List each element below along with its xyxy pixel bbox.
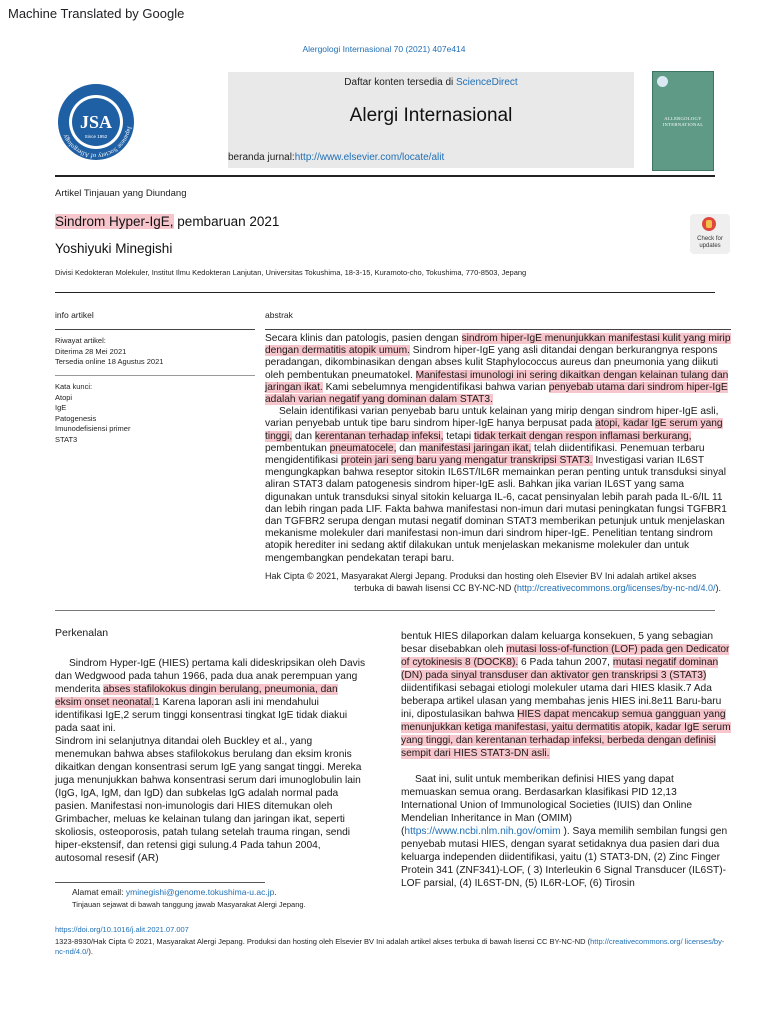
author-affiliation: Divisi Kedokteran Molekuler, Institut Ilmu Kedokteran Lanjutan, Universitas Tokushima, 18-3-15, Kuramoto-cho, Tokushima, 770-8503, Jepang — [55, 268, 527, 277]
highlighted-text: atopi, kadar IgE serum yang tinggi, — [265, 418, 723, 442]
abstract-divider — [265, 329, 731, 330]
highlighted-text: HIES dapat mencakup semua gangguan yang menunjukkan ketiga manifestasi, yaitu dermatitis atopik, kadar IgE serum yang tinggi, dan kerentanan terhadap infeksi, berbeda dengan definisi sempit dari HIES STAT3-DN asli. — [401, 709, 731, 759]
jsa-logo — [56, 82, 136, 162]
article-info-heading: info artikel — [55, 310, 94, 320]
article-title: Sindrom Hyper-IgE, pembaruan 2021 — [55, 214, 280, 229]
journal-citation[interactable]: Alergologi Internasional 70 (2021) 407e414 — [302, 44, 466, 54]
intro-left-column — [55, 657, 367, 865]
intro-paragraph-1 — [55, 657, 367, 735]
text-segment: bentuk HIES dilaporkan dalam keluarga konsekuen, 5 yang sebagian besar disebabkan oleh — [401, 631, 714, 655]
journal-header — [228, 72, 634, 168]
logo-ring-text: Japanese Society of Allergology — [61, 125, 133, 160]
highlighted-text: manifestasi jaringan ikat, — [419, 442, 532, 454]
bottom-license-link[interactable]: http://creativecommons.org/ licenses/by-nc-nd/4.0/ — [55, 937, 725, 956]
sciencedirect-link[interactable]: ScienceDirect — [456, 77, 518, 88]
peer-review-note: Tinjauan sejawat di bawah tanggung jawab Masyarakat Alergi Jepang. — [72, 900, 306, 909]
author-name: Yoshiyuki Minegishi — [55, 241, 173, 256]
cover-logo — [657, 76, 668, 87]
doi-link[interactable]: https://doi.org/10.1016/j.alit.2021.07.007 — [55, 925, 189, 934]
highlighted-text: pneumatocele, — [329, 442, 397, 454]
text-segment: 6 Pada tahun 2007, — [518, 657, 613, 668]
text-segment: Selain identifikasi varian penyebab baru untuk kelainan yang mirip dengan sindrom hiper-IgE asli, varian penyebab untuk tipe baru sindrom hiper-IgE hanya berpusat pada — [265, 406, 719, 430]
text-segment: Kami sebelumnya mengidentifikasi bahwa varian — [322, 381, 549, 393]
highlighted-text: protein jari seng baru yang mengatur transkripsi STAT3. — [340, 455, 593, 467]
license-link[interactable]: http://creativecommons.org/licenses/by-nc-nd/4.0/ — [516, 582, 716, 593]
logo-text: JSA — [79, 112, 113, 132]
keyword: IgE — [55, 403, 67, 412]
intro-paragraph-4: Saat ini, sulit untuk memberikan definisi HIES yang dapat memuaskan semua orang. Berdasarkan klasifikasi PID 12,13 International Union of Immunological Societies (IUIS) dan Online Mendelian Inheritance in Man (OMIM) (https://www.ncbi.nlm.nih.gov/omim ). Saya memilih sembilan fungsi gen penyebab mutasi HIES, dengan syarat setidaknya dua pasien dari dua keluarga independen diidentifikasi, yaitu (1) STAT3-DN, (2) Zinc Finger Protein 341 (ZNF341)-LOF, ( 3) Interleukin 6 Signal Transducer (IL6ST)-LOF parsial, (4) IL6ST-DN, (5) IL6R-LOF, (6) Tirosin — [401, 774, 728, 889]
highlighted-text: tidak terkait dengan respon inflamasi berkurang, — [474, 430, 692, 442]
email-footnote: Alamat email: yminegishi@genome.tokushima-u.ac.jp. — [72, 887, 277, 897]
text-segment: 1 Karena laporan asli ini mendahului identifikasi IgE,2 serum tinggi konsentrasi tingkat IgE tidak diakui pada saat ini. — [55, 697, 348, 734]
info-divider — [55, 329, 255, 330]
check-for-updates-button[interactable]: Check for updates — [690, 214, 730, 254]
homepage-link[interactable]: http://www.elsevier.com/locate/alit — [294, 152, 445, 163]
abstract-copyright: Hak Cipta © 2021, Masyarakat Alergi Jepang. Produksi dan hosting oleh Elsevier BV Ini adalah artikel akses terbuka di bawah lisensi CC BY-NC-ND (http://creativecommons.org/licenses/by-nc-nd/4.0/). — [265, 571, 721, 593]
text-segment: tetapi — [443, 430, 475, 442]
keyword: Atopi — [55, 392, 73, 402]
highlighted-text: kerentanan terhadap infeksi, — [314, 430, 444, 442]
article-history: Riwayat artikel: Diterima 28 Mei 2021 Tersedia online 18 Agustus 2021 — [55, 336, 164, 366]
text-segment: dan — [292, 430, 315, 442]
keyword: Patogenesis — [55, 413, 97, 423]
journal-title: Alergi Internasional — [349, 105, 513, 126]
highlighted-text: penyebab utama dari sindrom hiper-IgE adalah varian negatif yang dominan dalam STAT3. — [265, 381, 728, 406]
header-divider — [55, 175, 715, 177]
highlighted-text: sindrom hiper-IgE menunjukkan manifestasi kulit yang mirip dengan dermatitis atopik umum. — [265, 333, 731, 357]
article-type: Artikel Tinjauan yang Diundang — [55, 188, 187, 199]
logo-since: Since 1952 — [84, 134, 108, 139]
highlighted-text: abses stafilokokus dingin berulang, pneumonia, dan eksim onset neonatal. — [55, 684, 338, 708]
intro-right-column — [401, 630, 731, 890]
text-segment: Sindrom Hyper-IgE (HIES) pertama kali dideskripsikan oleh Davis dan Wedgwood pada tahun 1966, pada dua anak perempuan yang menderita — [55, 658, 366, 695]
text-segment: telah diidentifikasi. Penemuan terbaru mengidentifikasi — [265, 442, 705, 467]
keyword: Imunodefisiensi primer — [55, 424, 131, 433]
text-segment: Sindrom hiper-IgE yang asli ditandai dengan berkurangnya respons peradangan, dikombinasikan dengan abses kulit Staphylococcus aureus dan pneumonia yang diikuti oleh pembentukan pneumatokel. — [265, 345, 719, 381]
abstract-paragraph-2 — [265, 406, 731, 565]
text-segment: Investigasi varian IL6ST mengungkapkan bahwa reseptor sitokin IL6ST/IL6R memainkan peran penting untuk transduksi sinyal aliran STAT3 dalam patogenesis sindrom hiper-IgE asli. Bahkan jika varian IL6ST yang sama digunakan untuk transduksi sinyal sitokin keluarga IL-6, cacat pensinyalan lebih parah pada IL-6/IL 11 dan lebih ringan pada LIF. Fakta bahwa manifestasi non-imun dari mutasi peningkatan fungsi TGFBR1 dan TGFBR2 serupa dengan mutasi negatif dominan STAT3 memberikan petunjuk untuk menjelaskan mekanisme molekuler dari manifestasi non-imun dari sindrom hiper-IgE. Penelitian tentang sindrom atopik herediter ini sedang aktif dilakukan untuk menjelaskan mekanisme molekuler dan untuk mengembangkan pendekatan terapi baru. — [265, 455, 727, 564]
abstract-paragraph-1 — [265, 333, 731, 406]
highlighted-text: mutasi negatif dominan (DN) pada sinyal transduser dan aktivator gen transkripsi 3 (STAT3) — [401, 657, 719, 681]
text-segment: dan — [396, 442, 420, 454]
footnote-divider — [55, 882, 265, 883]
highlighted-text: mutasi loss-of-function (LOF) pada gen Dedicator of cytokinesis 8 (DOCK8). — [401, 644, 730, 668]
keywords: Kata kunci: Atopi IgE Patogenesis Imunodefisiensi primer STAT3 — [55, 382, 255, 445]
abstract-body — [265, 333, 731, 565]
abstract-end-divider — [55, 610, 715, 611]
machine-translated-banner: Machine Translated by Google — [8, 6, 185, 21]
text-segment: diidentifikasi sebagai etiologi molekuler utama dari HIES klasik.7 Ada beberapa artikel ulasan yang membahas jenis HIES ini.8e11 Baru-baru ini, dipostulasikan bahwa — [401, 683, 722, 720]
highlighted-text: Manifestasi imunologi ini sering dikaitkan dengan kelainan tulang dan jaringan ikat. — [265, 369, 729, 393]
contents-available: Daftar konten tersedia di ScienceDirect — [344, 77, 518, 88]
keyword: STAT3 — [55, 434, 78, 444]
text-segment: pembentukan — [265, 442, 330, 454]
meta-divider — [55, 292, 715, 293]
intro-paragraph-2: Sindrom ini selanjutnya ditandai oleh Buckley et al., yang menemukan bahwa abses stafilokokus berulang dan eksim kronis dikaitkan dengan konsentrasi serum IgE yang sangat tinggi. Mereka juga menunjukkan bahwa konsentrasi serum dari imunoglobulin lain (IgG, IgA, IgM, dan IgD) dan subkelas IgG adalah normal pada pasien. Manifestasi non-imunologis dari HIES ditemukan oleh Grimbacher, meluas ke kelainan tulang dan jaringan ikat, seperti skoliosis, osteoporosis, patah tulang setelah trauma ringan, sendi hiper-ekstensif, dan retensi gigi sulung.4 Pada tahun 2004, autosomal resesif (AR) — [55, 736, 362, 864]
omim-link[interactable]: https://www.ncbi.nlm.nih.gov/omim — [404, 826, 561, 837]
check-updates-icon — [702, 217, 716, 231]
issn-copyright: 1323-8930/Hak Cipta © 2021, Masyarakat Alergi Jepang. Produksi dan hosting oleh Elsevier BV Ini adalah artikel akses terbuka di bawah lisensi CC BY-NC-ND (http://creativecommons.org/ licenses/by-nc-nd/4.0/). — [55, 937, 725, 956]
journal-homepage: beranda jurnal:http://www.elsevier.com/locate/alit — [228, 152, 445, 163]
email-link[interactable]: yminegishi@genome.tokushima-u.ac.jp — [125, 887, 275, 897]
text-segment: Secara klinis dan patologis, pasien dengan — [265, 333, 462, 344]
abstract-heading: abstrak — [265, 310, 293, 320]
intro-paragraph-3 — [401, 630, 731, 760]
intro-heading: Perkenalan — [55, 627, 109, 639]
journal-cover — [652, 71, 714, 171]
history-divider — [55, 375, 255, 376]
cover-title: ALLERGOLOGY INTERNATIONAL — [662, 116, 704, 127]
